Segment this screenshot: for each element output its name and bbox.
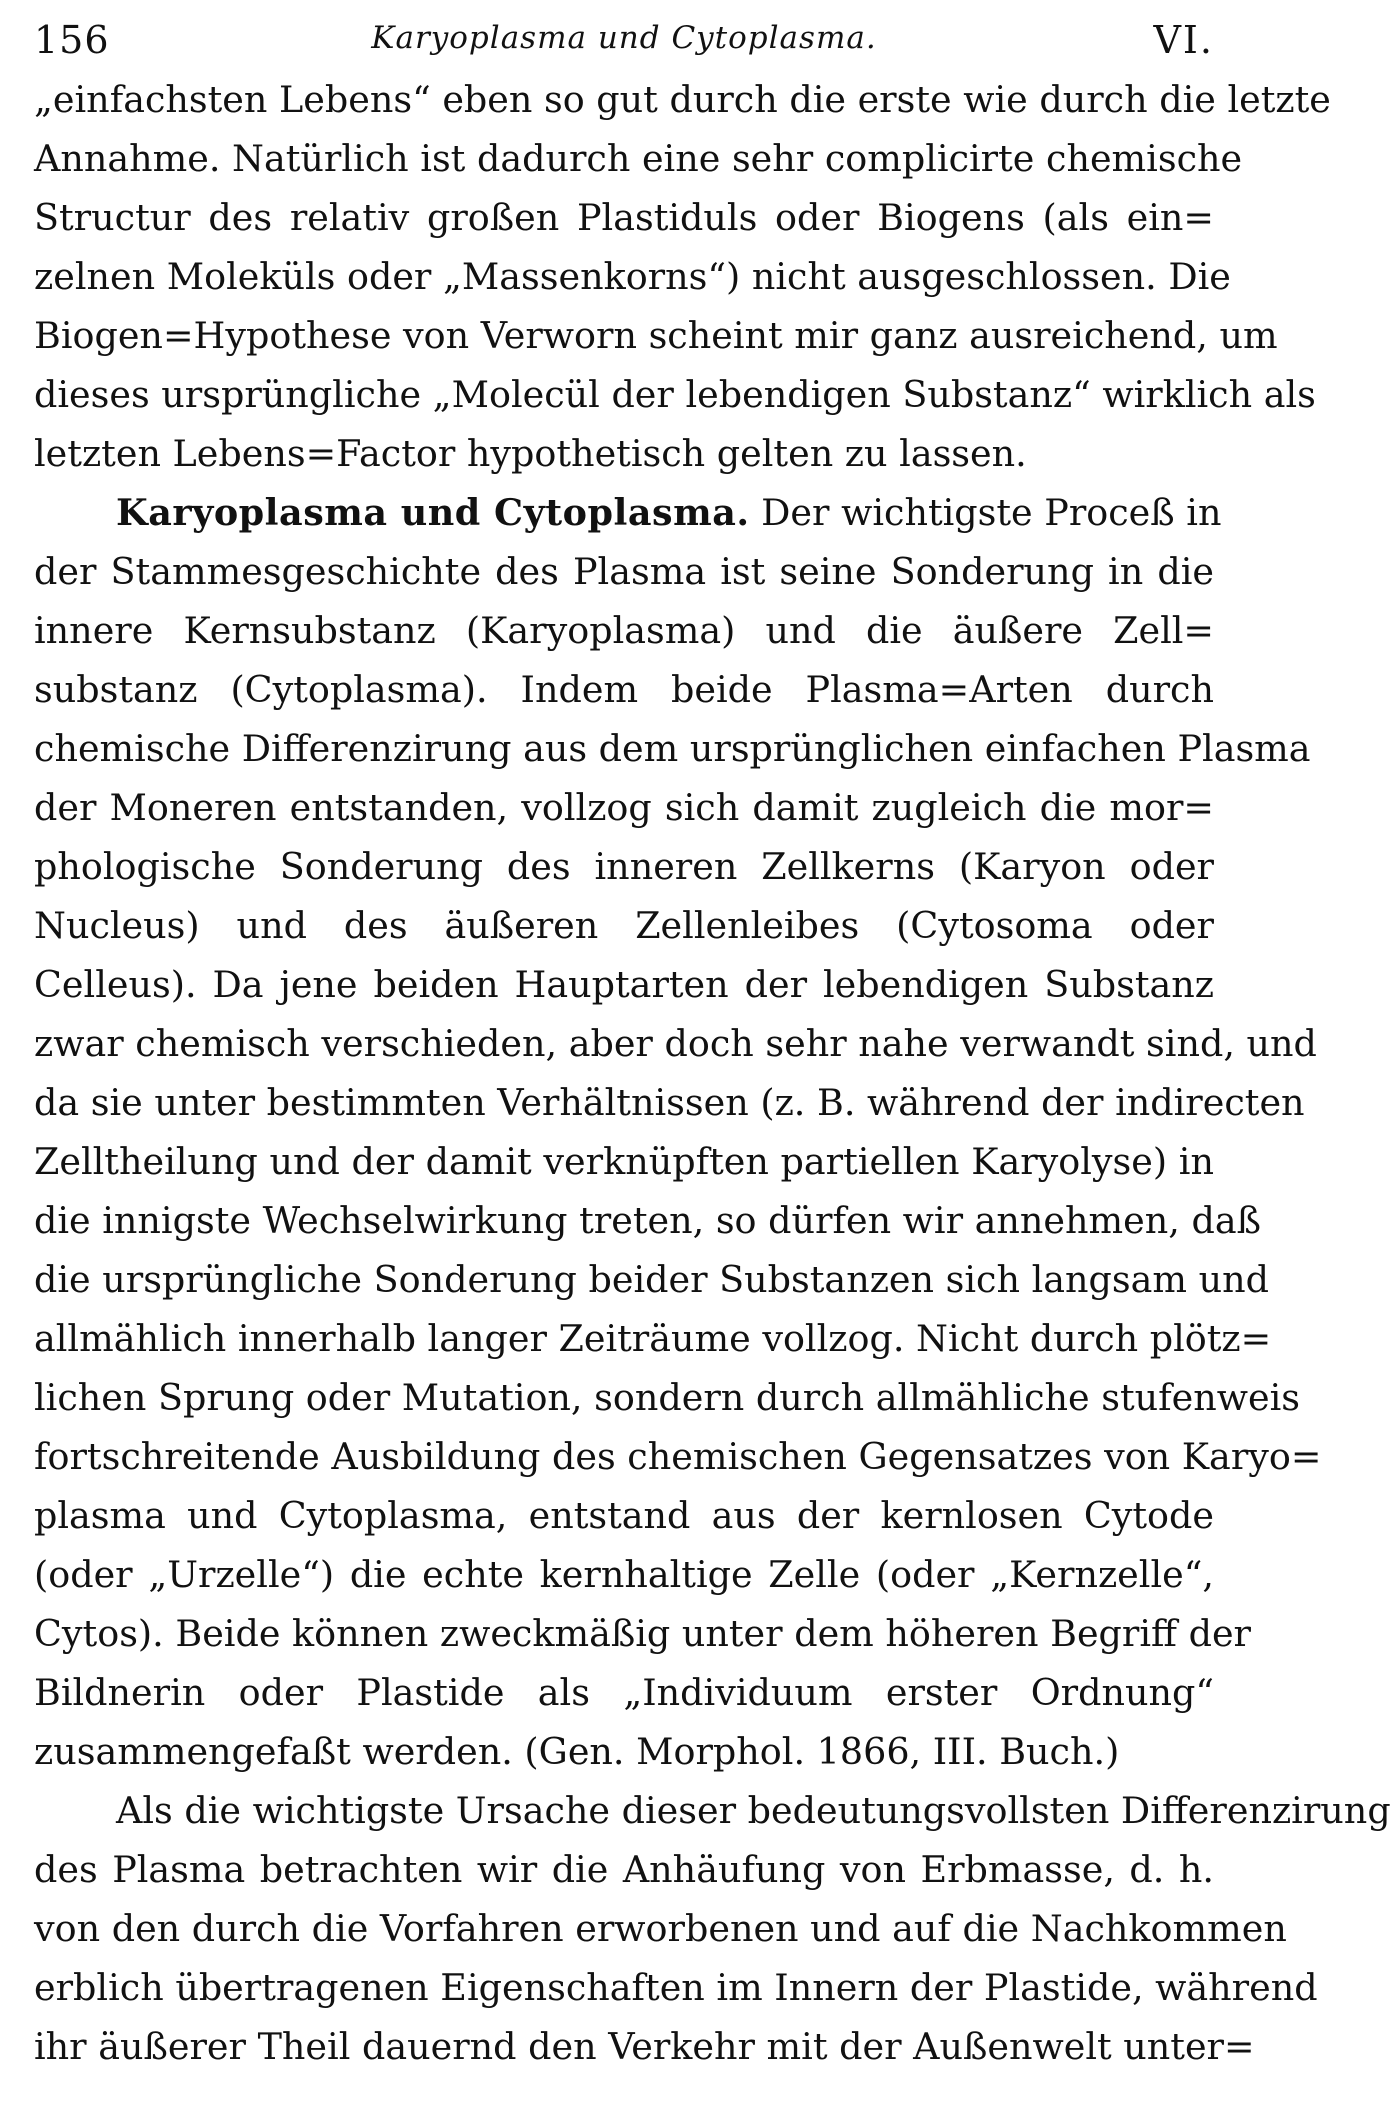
text-line: erblich übertragenen Eigenschaften im Innern der Plastide, während xyxy=(34,1966,1318,2009)
text-line: der Stammesgeschichte des Plasma ist seine Sonderung in die xyxy=(34,550,1214,593)
text-line: ihr äußerer Theil dauernd den Verkehr mit der Außenwelt unter= xyxy=(34,2025,1255,2068)
text-line: allmählich innerhalb langer Zeiträume vollzog. Nicht durch plötz= xyxy=(34,1317,1272,1360)
paragraph-erbmasse xyxy=(34,1781,1391,2076)
text-line: dieses ursprüngliche „Molecül der lebendigen Substanz“ wirklich als xyxy=(34,373,1316,416)
text-line: Bildnerin oder Plastide als „Individuum erster Ordnung“ xyxy=(34,1671,1214,1714)
text-line: zelnen Moleküls oder „Massenkorns“) nicht ausgeschlossen. Die xyxy=(34,255,1231,298)
paragraph-continued xyxy=(34,70,1331,483)
text-line xyxy=(34,483,1222,542)
text-line: „einfachsten Lebens“ eben so gut durch die erste wie durch die letzte xyxy=(34,78,1331,121)
text-line: Cytos). Beide können zweckmäßig unter dem höheren Begriff der xyxy=(34,1612,1251,1655)
text-line: chemische Differenzirung aus dem ursprünglichen einfachen Plasma xyxy=(34,727,1311,770)
text-line: Zelltheilung und der damit verknüpften partiellen Karyolyse) in xyxy=(34,1140,1214,1183)
text-line: zwar chemisch verschieden, aber doch sehr nahe verwandt sind, und xyxy=(34,1022,1317,1065)
chapter-number: VI. xyxy=(1153,18,1214,62)
page-number: 156 xyxy=(34,18,110,62)
page-header xyxy=(34,10,1214,62)
text-line: Nucleus) und des äußeren Zellenleibes (Cytosoma oder xyxy=(34,904,1214,947)
book-page xyxy=(34,10,1391,2076)
section-heading: Karyoplasma und Cytoplasma. xyxy=(116,491,750,534)
text-line: Annahme. Natürlich ist dadurch eine sehr complicirte chemische xyxy=(34,137,1243,180)
text-line: plasma und Cytoplasma, entstand aus der kernlosen Cytode xyxy=(34,1494,1214,1537)
text-line: lichen Sprung oder Mutation, sondern durch allmähliche stufenweis xyxy=(34,1376,1301,1419)
text-line: der Moneren entstanden, vollzog sich damit zugleich die mor= xyxy=(34,786,1214,829)
text-line: innere Kernsubstanz (Karyoplasma) und die äußere Zell= xyxy=(34,609,1214,652)
paragraph-karyoplasma xyxy=(34,483,1322,1781)
text-line: (oder „Urzelle“) die echte kernhaltige Zelle (oder „Kernzelle“, xyxy=(34,1553,1214,1596)
text-line: die ursprüngliche Sonderung beider Substanzen sich langsam und xyxy=(34,1258,1269,1301)
text-line: des Plasma betrachten wir die Anhäufung von Erbmasse, d. h. xyxy=(34,1848,1214,1891)
text-line: fortschreitende Ausbildung des chemischen Gegensatzes von Karyo= xyxy=(34,1435,1322,1478)
text-line: Structur des relativ großen Plastiduls oder Biogens (als ein= xyxy=(34,196,1214,239)
text-line: letzten Lebens=Factor hypothetisch gelten zu lassen. xyxy=(34,432,1027,475)
text-line: Als die wichtigste Ursache dieser bedeutungsvollsten Differenzirung xyxy=(116,1789,1391,1832)
text-line: zusammengefaßt werden. (Gen. Morphol. 1866, III. Buch.) xyxy=(34,1730,1120,1773)
text-line: Biogen=Hypothese von Verworn scheint mir ganz ausreichend, um xyxy=(34,314,1278,357)
text-line: die innigste Wechselwirkung treten, so dürfen wir annehmen, daß xyxy=(34,1199,1261,1242)
text-line: substanz (Cytoplasma). Indem beide Plasma=Arten durch xyxy=(34,668,1214,711)
text-line: phologische Sonderung des inneren Zellkerns (Karyon oder xyxy=(34,845,1214,888)
text-line: von den durch die Vorfahren erworbenen und auf die Nachkommen xyxy=(34,1907,1287,1950)
running-title: Karyoplasma und Cytoplasma. xyxy=(371,20,877,56)
text-run: Der wichtigste Proceß in xyxy=(761,491,1222,534)
text-line: Celleus). Da jene beiden Hauptarten der lebendigen Substanz xyxy=(34,963,1214,1006)
text-line: da sie unter bestimmten Verhältnissen (z. B. während der indirecten xyxy=(34,1081,1305,1124)
